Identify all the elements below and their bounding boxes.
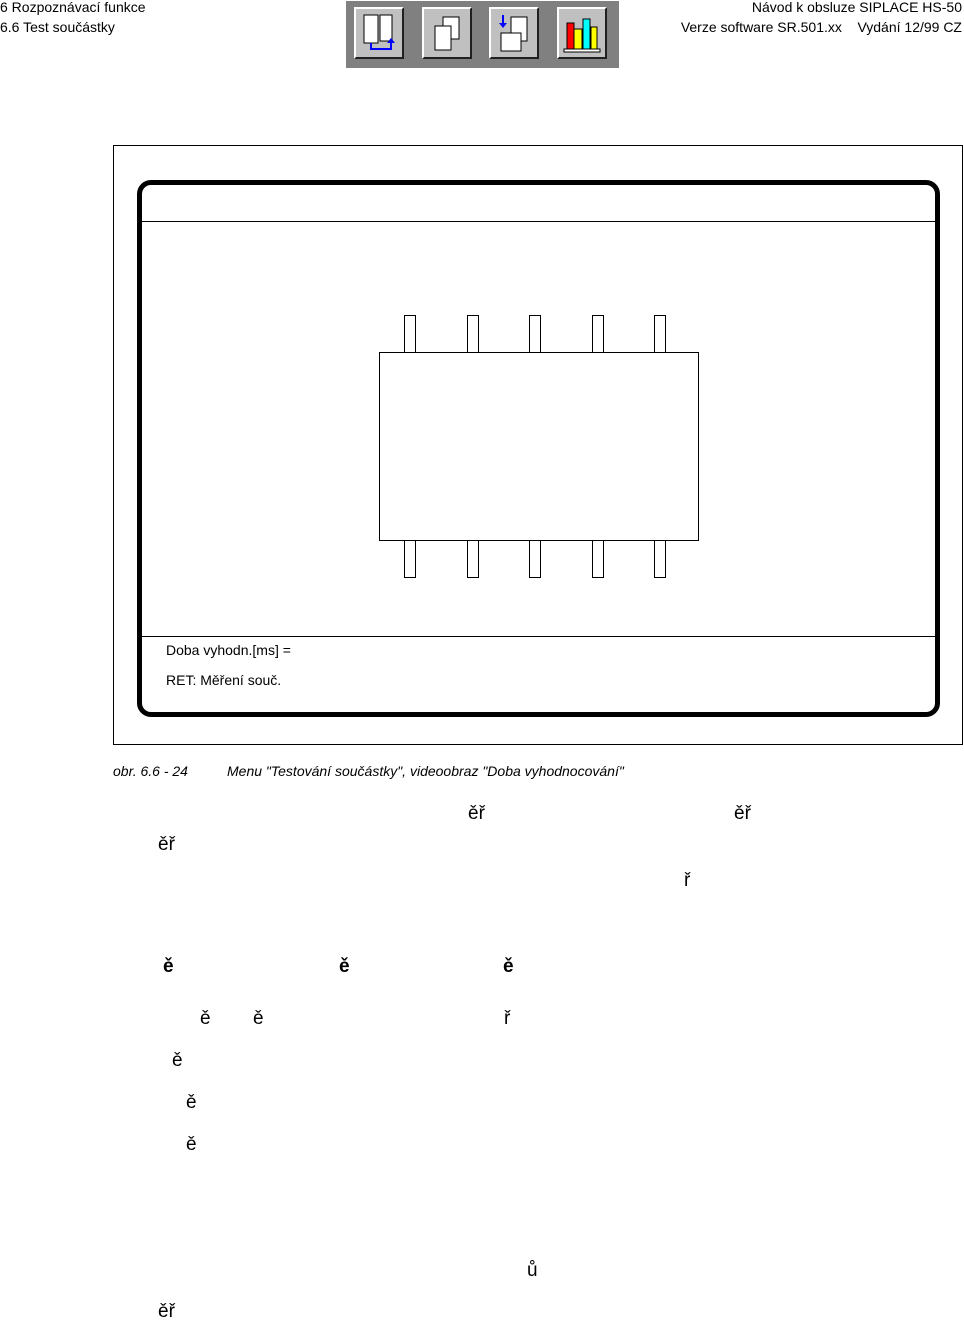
text-fragment: ěř (734, 803, 751, 824)
ret-label: RET: Měření souč. (166, 672, 282, 688)
books-icon[interactable] (557, 7, 607, 59)
text-fragment: ě (339, 956, 350, 977)
version-info: Verze software SR.501.xx Vydání 12/99 CZ (680, 19, 962, 35)
two-pages-icon[interactable] (354, 7, 404, 59)
caption-text: Menu "Testování součástky", videoobraz "Doba vyhodnocování" (227, 763, 624, 779)
text-fragment: ů (527, 1260, 538, 1281)
text-fragment: ě (172, 1050, 183, 1071)
status-divider (142, 636, 935, 637)
section-title: 6.6 Test součástky (0, 19, 115, 35)
caption-number: obr. 6.6 - 24 (113, 763, 188, 779)
title-divider (142, 221, 935, 222)
text-fragment: ě (200, 1008, 211, 1029)
text-fragment: ř (684, 870, 691, 891)
text-fragment: ě (186, 1134, 197, 1155)
manual-title: Návod k obsluze SIPLACE HS-50 (751, 0, 962, 15)
text-fragment: ě (163, 956, 174, 977)
toolbar (346, 1, 619, 68)
text-fragment: ěř (158, 834, 175, 855)
text-fragment: ěř (158, 1301, 175, 1322)
replace-page-icon[interactable] (489, 7, 539, 59)
text-fragment: ř (504, 1008, 511, 1029)
copy-pages-icon[interactable] (422, 7, 472, 59)
eval-time-label: Doba vyhodn.[ms] = (166, 642, 291, 658)
component-body (379, 352, 699, 541)
text-fragment: ě (253, 1008, 264, 1029)
text-fragment: ěř (468, 803, 485, 824)
chapter-title: 6 Rozpoznávací funkce (0, 0, 146, 15)
text-fragment: ě (503, 956, 514, 977)
text-fragment: ě (186, 1092, 197, 1113)
